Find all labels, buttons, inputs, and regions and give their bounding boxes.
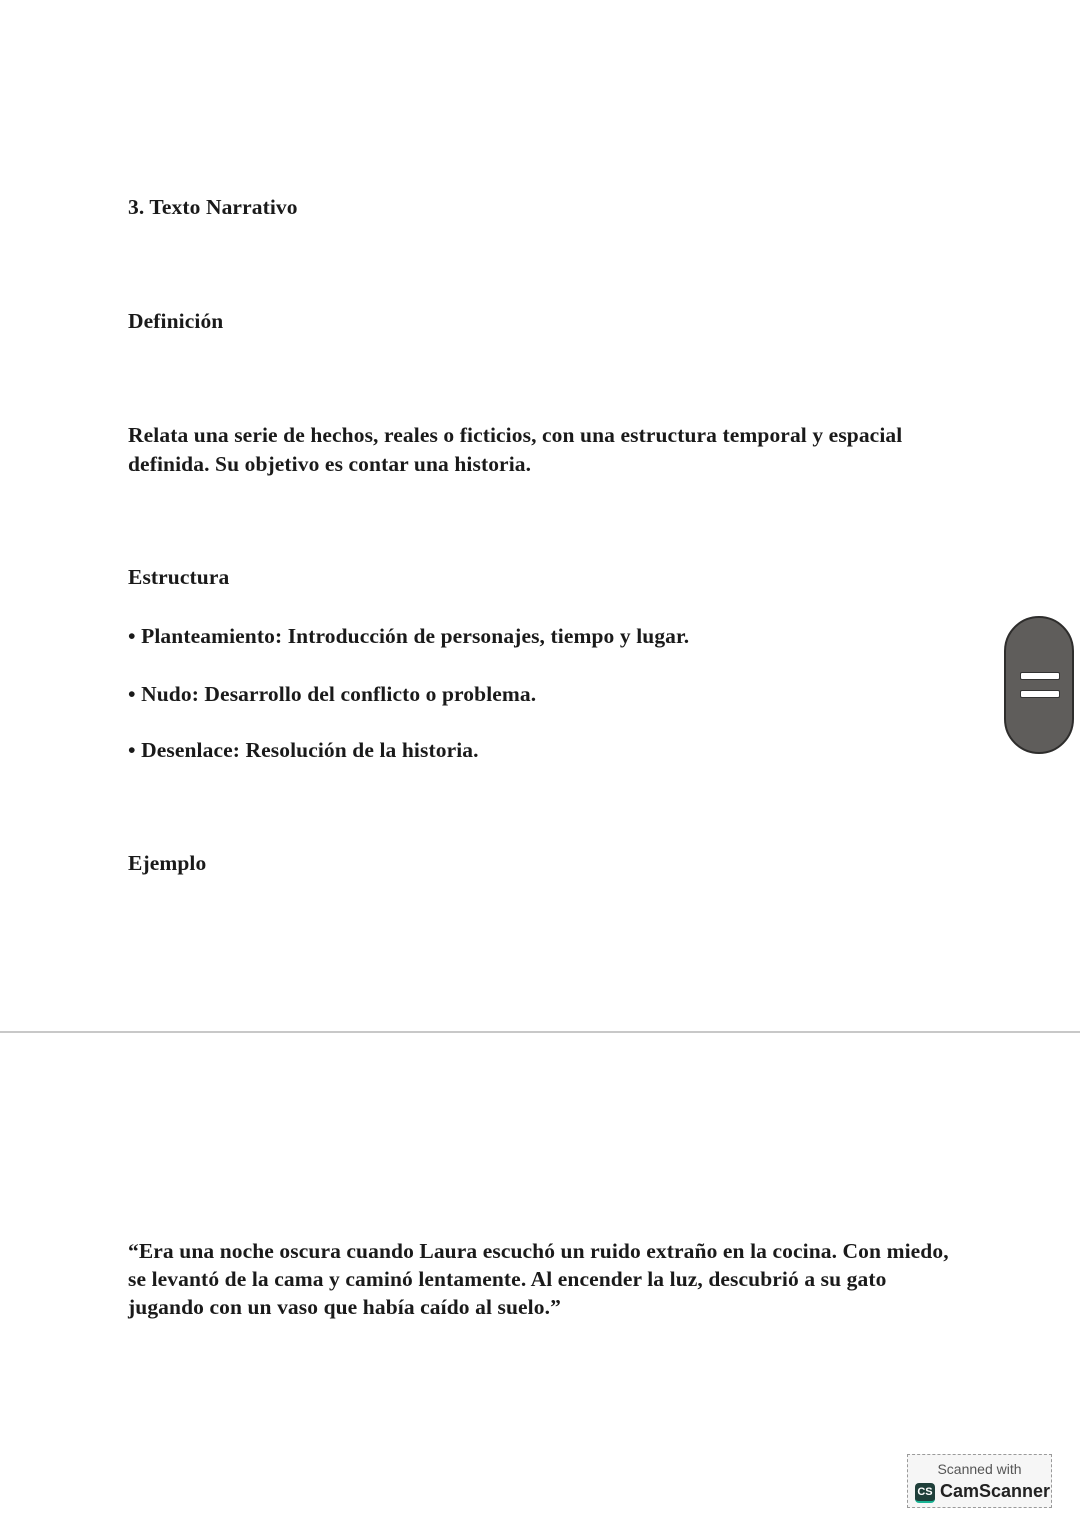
definition-heading: Definición (128, 309, 224, 333)
camscanner-logo-icon: CS (915, 1483, 935, 1503)
example-line: jugando con un vaso que había caído al suelo.” (128, 1295, 561, 1319)
camscanner-watermark (907, 1454, 1052, 1508)
structure-item: • Planteamiento: Introducción de personajes, tiempo y lugar. (128, 624, 690, 648)
example-heading: Ejemplo (128, 851, 207, 875)
structure-heading: Estructura (128, 565, 230, 589)
structure-item: • Nudo: Desarrollo del conflicto o problema. (128, 682, 537, 706)
example-line: se levantó de la cama y caminó lentamente. Al encender la luz, descubrió a su gato (128, 1267, 887, 1291)
structure-item: • Desenlace: Resolución de la historia. (128, 738, 479, 762)
watermark-caption: Scanned with (937, 1461, 1022, 1477)
page-divider (0, 1031, 1080, 1033)
definition-line: Relata una serie de hechos, reales o ficticios, con una estructura temporal y espacial (128, 423, 903, 447)
section-title: 3. Texto Narrativo (128, 195, 298, 219)
definition-line: definida. Su objetivo es contar una historia. (128, 452, 532, 476)
watermark-brand: CamScanner (940, 1481, 1051, 1501)
scroll-handle[interactable] (1004, 616, 1074, 754)
example-line: “Era una noche oscura cuando Laura escuchó un ruido extraño en la cocina. Con miedo, (128, 1239, 949, 1263)
